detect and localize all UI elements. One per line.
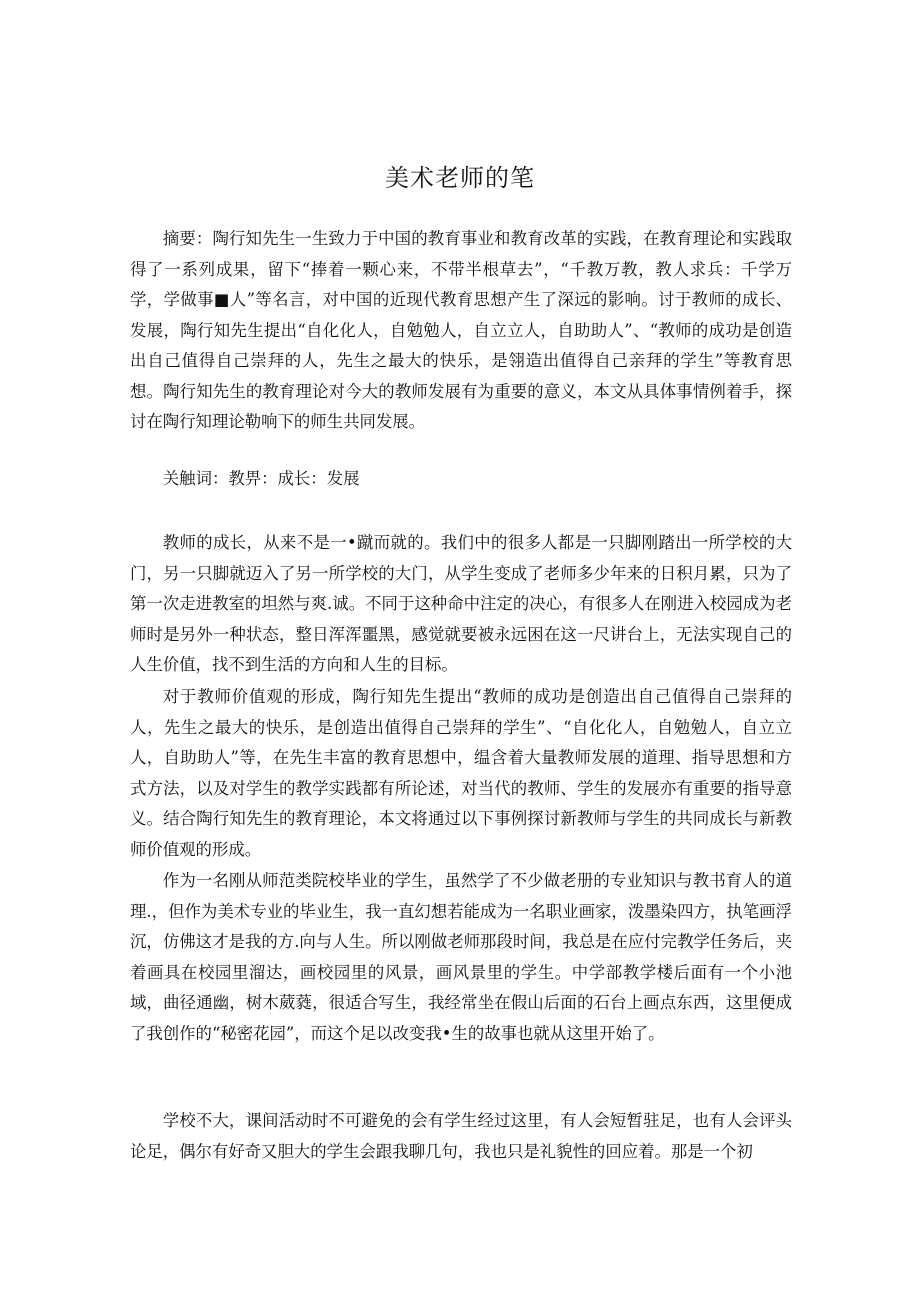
abstract-paragraph: 摘要：陶行知先生一生致力于中国的教育事业和教育改革的实践，在教育理论和实践取得了一系列成果，留下“捧着一颗心来，不带半根草去”，“千教万教，教人求兵：千学万学，学做事■人”等名言，对中国的近现代教育思想产生了深远的影响。讨于教师的成长、发展，陶行知先生提出“自化化人，自勉勉人，自立立人，自助助人”、“教师的成功是创造出自己值得自己崇拜的人，先生之最大的快乐，是翎造出值得自己亲拜的学生”等教育思想。陶行知先生的教育理论对今大的教师发展有为重要的意义，本文从具体事情例着手，探讨在陶行知理论勒响下的师生共同发展。	[130, 229, 792, 431]
body-paragraph-1: 教师的成长，从来不是一•蹴而就的。我们中的很多人都是一只脚刚踏出一所学校的大门，另一只脚就迈入了另一所学校的大门，从学生变成了老师多少年来的日积月累，只为了第一次走进教室的坦然与爽.诚。不同于这种命中注定的决心，有很多人在刚进入校园成为老师时是另外一种状态，整日浑浑噩黑，感觉就要被永远困在这一尺讲台上，无法实现自己的人生价值，找不到生活的方向和人生的目标。	[130, 533, 792, 674]
body-paragraph-3: 作为一名刚从师范类院校毕业的学生，虽然学了不少做老册的专业知识与教书育人的道理.，但作为美术专业的毕业生，我一直幻想若能成为一名职业画家，泼墨染四方，执笔画浮沉，仿佛这才是我的方.向与人生。所以刚做老师那段时间，我总是在应付完教学任务后，夹着画具在校园里溜达，画校园里的风景，画风景里的学生。中学部教学楼后面有一个小池域，曲径通幽，树木葳蕤，很适合写生，我经常坐在假山后面的石台上画点东西，这里便成了我创作的“秘密花园”，而这个足以改变我•生的故事也就从这里开始了。	[130, 871, 792, 1043]
body-paragraph-4: 学校不大，课间活动时不可避免的会有学生经过这里，有人会短暂驻足，也有人会评头论足，偶尔有好奇又胆大的学生会跟我聊几句，我也只是礼貌性的回应着。那是一个初	[130, 1111, 792, 1161]
body-paragraph-2: 对于教师价值观的形成，陶行知先生提出“教师的成功是创造出自己值得自己崇拜的人，先生之最大的快乐，是创造出值得自己崇拜的学生”、“自化化人，自勉勉人，自立立人，自助助人”等，在先生丰富的教育思想中，缊含着大量教师发展的道理、指导思想和方式方法，以及对学生的教学实践都有所论述，对当代的教师、学生的发展亦有重要的指导意义。结合陶行知先生的教育理论，本文将通过以下事例探讨新教师与学生的共同成长与新教师价值观的形成。	[130, 687, 792, 859]
keywords-line: 关触词：教畀：成长：发展	[162, 469, 360, 488]
document-title: 美术老师的笔	[385, 164, 535, 192]
